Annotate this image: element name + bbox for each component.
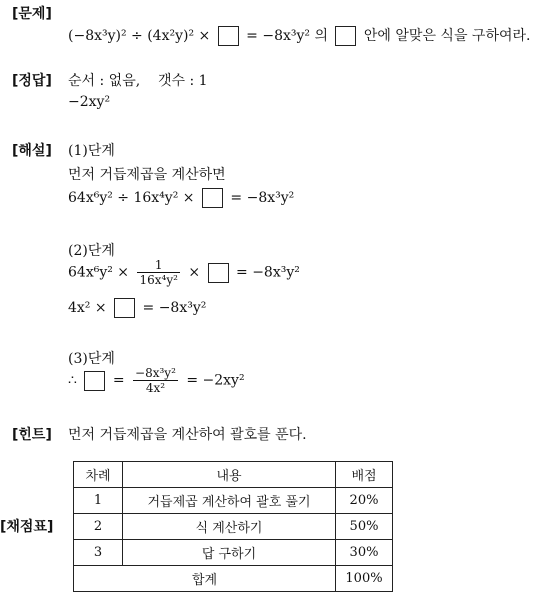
row-content: 식 계산하기: [123, 514, 336, 540]
hint-text: 먼저 거듭제곱을 계산하여 괄호를 푼다.: [68, 427, 307, 443]
therefore-symbol: ∴: [68, 372, 77, 389]
header-content: 내용: [123, 462, 336, 488]
table-row: [74, 488, 393, 514]
table-header-row: [74, 462, 393, 488]
step3-title: (3)단계: [68, 351, 115, 367]
row-content: 답 구하기: [123, 540, 336, 566]
step2-expression: [68, 258, 300, 287]
row-content: 거듭제곱 계산하여 괄호 풀기: [123, 488, 336, 514]
table-total-row: [74, 566, 393, 592]
fraction: [133, 366, 178, 395]
step2-title: (2)단계: [68, 243, 115, 259]
blank-box: [335, 26, 356, 46]
fraction-numerator: 1: [137, 258, 179, 273]
step3-eq: =: [112, 372, 125, 389]
row-points: 50%: [336, 514, 393, 540]
problem-label: [문제]: [12, 6, 52, 22]
step1-expr-right: = −8x³y²: [230, 190, 295, 206]
fraction-denominator: 4x²: [145, 381, 166, 395]
blank-box: [114, 298, 135, 318]
row-order: 3: [74, 540, 123, 566]
header-points: 배점: [336, 462, 393, 488]
step1-expression: [68, 188, 294, 208]
blank-box: [202, 188, 223, 208]
step2-line2-left: 4x² ×: [68, 300, 107, 316]
problem-text-after: 안에 알맞은 식을 구하여라.: [363, 28, 531, 44]
answer-value: −2xy²: [68, 94, 111, 110]
fraction-denominator: 16x⁴y²: [139, 273, 178, 287]
table-row: [74, 514, 393, 540]
answer-order: 순서 : 없음,: [68, 73, 141, 89]
table-row: [74, 540, 393, 566]
row-order: 1: [74, 488, 123, 514]
step1-expr-left: 64x⁶y² ÷ 16x⁴y² ×: [68, 190, 195, 206]
hint-label: [힌트]: [12, 427, 52, 443]
step1-desc: 먼저 거듭제곱을 계산하면: [68, 167, 226, 183]
step2-line2-right: = −8x³y²: [142, 300, 207, 316]
step2-expr-left: 64x⁶y² ×: [68, 264, 130, 281]
step2-line2: [68, 298, 206, 318]
header-order: 차례: [74, 462, 123, 488]
fraction: [137, 258, 179, 287]
fraction-numerator: −8x³y²: [135, 366, 176, 380]
problem-expr-left: (−8x³y)² ÷ (4x²y)² ×: [68, 28, 211, 44]
answer-label: [정답]: [12, 73, 52, 89]
scoring-label: [채점표]: [0, 519, 54, 535]
blank-box: [218, 26, 239, 46]
step3-result: = −2xy²: [186, 372, 245, 389]
solution-label: [해설]: [12, 143, 52, 159]
answer-count: 갯수 : 1: [157, 73, 208, 89]
row-points: 20%: [336, 488, 393, 514]
problem-expr-right: = −8x³y² 의: [246, 28, 328, 44]
row-points: 30%: [336, 540, 393, 566]
step2-expr-right: = −8x³y²: [236, 264, 300, 281]
total-value: 100%: [336, 566, 393, 592]
scoring-table: [73, 461, 393, 592]
step2-expr-mid: ×: [188, 264, 201, 281]
problem-expression: [68, 25, 530, 46]
answer-meta: [68, 70, 208, 90]
step3-expression: [68, 366, 245, 395]
blank-box: [208, 263, 229, 283]
total-label: 합계: [74, 566, 336, 592]
row-order: 2: [74, 514, 123, 540]
blank-box: [84, 371, 105, 391]
step1-title: (1)단계: [68, 143, 115, 159]
